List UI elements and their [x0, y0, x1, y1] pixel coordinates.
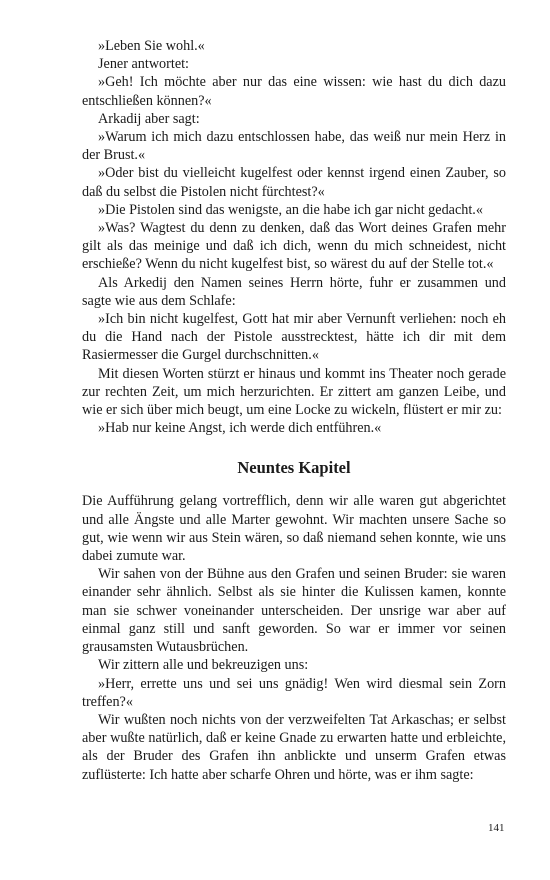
paragraph: »Herr, errette uns und sei uns gnädig! Wen wird diesmal sein Zorn treffen?« — [82, 675, 506, 710]
page-number: 141 — [488, 822, 505, 834]
paragraph: Mit diesen Worten stürzt er hinaus und kommt ins Theater noch gerade zur rechten Zeit, um mich herzurichten. Er zittert am ganzen Leibe, und wie er sich über mich beugt, um eine Locke zu wickeln, flüstert er mir zu: — [82, 365, 506, 419]
paragraph: »Geh! Ich möchte aber nur das eine wissen: wie hast du dich dazu entschließen können?« — [82, 74, 506, 109]
paragraph: Arkadij aber sagt: — [98, 110, 200, 127]
paragraph: »Warum ich mich dazu entschlossen habe, das weiß nur mein Herz in der Brust.« — [82, 129, 506, 164]
paragraph: »Hab nur keine Angst, ich werde dich entführen.« — [98, 420, 382, 437]
chapter-title: Neuntes Kapitel — [237, 458, 351, 478]
paragraph: »Ich bin nicht kugelfest, Gott hat mir aber Vernunft verliehen: noch eh du die Hand nach der Pistole ausstrecktest, hätte ich dir mit dem Rasiermesser die Gurgel durchschnitten.« — [82, 311, 506, 364]
paragraph: Als Arkedij den Namen seines Herrn hörte, fuhr er zusammen und sagte wie aus dem Schlafe: — [82, 274, 506, 309]
paragraph: »Die Pistolen sind das wenigste, an die habe ich gar nicht gedacht.« — [98, 201, 483, 218]
paragraph: Wir sahen von der Bühne aus den Grafen und seinen Bruder: sie waren einander sehr ähnlich. Selbst als sie hinter die Kulissen kamen, konnte man sie schwer voneinander unterscheiden. Der unsrige war aber auf einmal ganz still und sanft geworden. So war er immer vor seinen grausamsten Wutausbrüchen. — [82, 566, 506, 656]
paragraph: Jener antwortet: — [98, 56, 189, 73]
paragraph: Wir wußten noch nichts von der verzweifelten Tat Arkaschas; er selbst aber wußte natürlich, daß er keine Gnade zu erwarten hatte und erbleichte, als der Bruder des Grafen ihn anblickte und unserm Grafen etwas zuflüsterte: Ich hatte aber scharfe Ohren und hörte, was er ihm sagte: — [82, 711, 506, 783]
paragraph: »Oder bist du vielleicht kugelfest oder kennst irgend einen Zauber, so daß du selbst die Pistolen nicht fürchtest?« — [82, 165, 506, 200]
paragraph: Wir zittern alle und bekreuzigen uns: — [98, 657, 309, 674]
page-text — [82, 37, 506, 784]
paragraph: »Leben Sie wohl.« — [98, 38, 205, 54]
paragraph: »Was? Wagtest du denn zu denken, daß das Wort deines Grafen mehr gilt als das meinige und daß ich dich, wenn du mich schneidest, nicht erschieße? Wenn du nicht kugelfest bist, so wärest du auf der Stelle tot.« — [82, 220, 506, 273]
paragraph: Die Aufführung gelang vortrefflich, denn wir alle waren gut abgerichtet und alle Ängste und alle Marter gewohnt. Wir machten unsere Sache so gut, wie wenn wir aus Stein wären, so daß niemand sehen konnte, wie uns dabei zumute war. — [82, 493, 506, 565]
